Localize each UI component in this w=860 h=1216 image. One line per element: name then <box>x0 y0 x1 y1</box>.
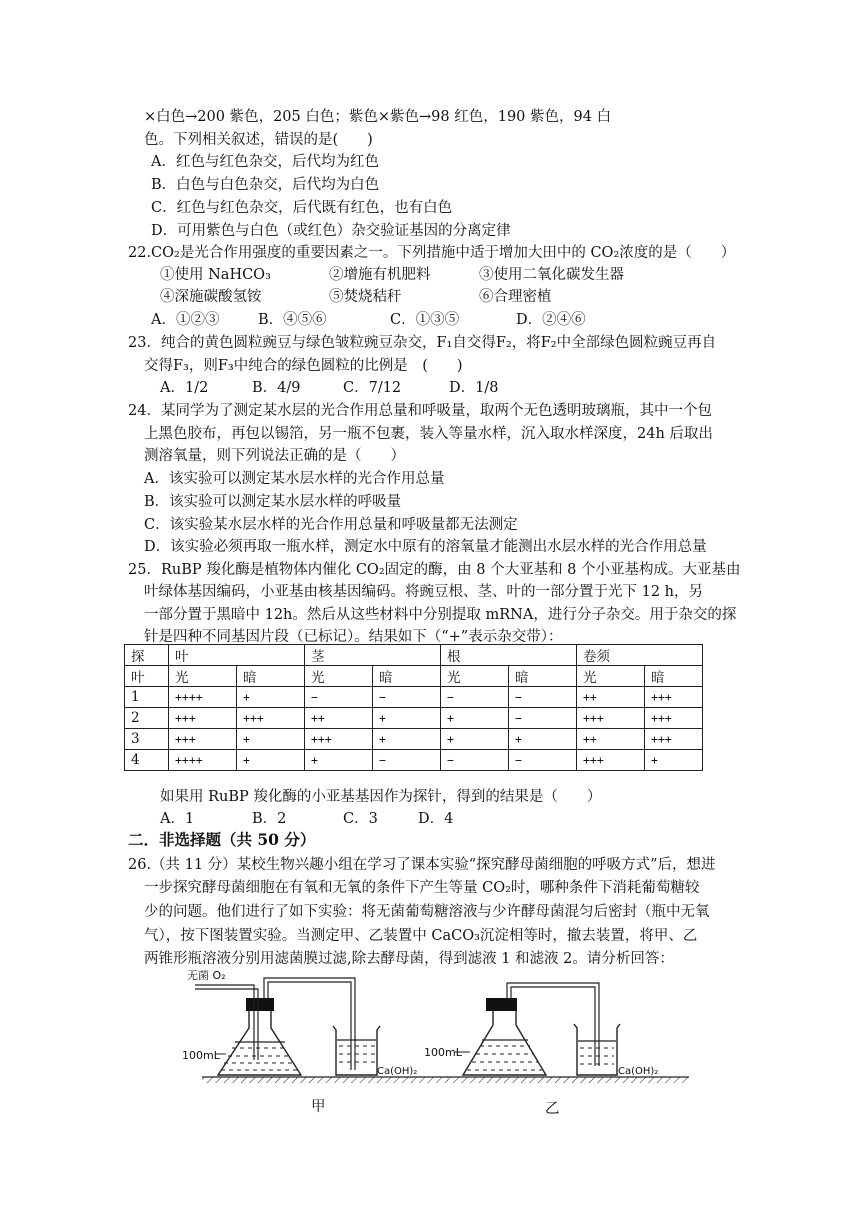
limewater-label-left: Ca(OH)₂ <box>377 1066 418 1077</box>
q25-follow-up: 如果用 RuBP 羧化酶的小亚基基因作为探针，得到的结果是（ ） <box>160 789 602 805</box>
q25-line-4: 针是四种不同基因片段（已标记）。结果如下（“+”表示杂交带）： <box>144 629 563 645</box>
table-header-cell: 暗 <box>645 666 703 687</box>
table-header-cell: 光 <box>441 666 509 687</box>
table-cell: + <box>373 729 441 750</box>
q23-option-a: A．1/2 <box>160 380 209 396</box>
table-cell: − <box>441 750 509 771</box>
q23-option-d: D．1/8 <box>449 380 499 396</box>
table-header-cell: 暗 <box>509 666 577 687</box>
table-cell: ++++ <box>169 750 237 771</box>
table-header-row <box>125 666 703 687</box>
q26-line-2: 一步探究酵母菌细胞在有氧和无氧的条件下产生等量 CO₂时，哪种条件下消耗葡萄糖较 <box>144 880 700 896</box>
table-cell: +++ <box>169 729 237 750</box>
table-header-cell: 光 <box>305 666 373 687</box>
table-cell: +++ <box>169 708 237 729</box>
q21-option-c: C．红色与红色杂交，后代既有红色，也有白色 <box>151 200 453 216</box>
table-header-cell: 叶 <box>169 645 305 666</box>
q25-results-table <box>124 644 703 771</box>
q23-option-c: C．7/12 <box>343 380 402 396</box>
outlet-tube <box>264 978 355 1070</box>
q26-line-3: 少的问题。他们进行了如下实验：将无菌葡萄糖溶液与少许酵母菌混匀后密封（瓶中无氧 <box>144 904 710 920</box>
q21-option-b: B．白色与白色杂交，后代均为白色 <box>151 177 380 193</box>
q22-item-1: ①使用 NaHCO₃ <box>160 267 271 283</box>
limewater-label-right: Ca(OH)₂ <box>618 1066 659 1077</box>
table-header-cell: 暗 <box>237 666 305 687</box>
table-header-cell: 暗 <box>373 666 441 687</box>
table-cell: +++ <box>237 708 305 729</box>
q25-line-1: 25．RuBP 羧化酶是植物体内催化 CO₂固定的酶，由 8 个大亚基和 8 个小亚基构成。大亚基由 <box>128 562 741 578</box>
q25-line-2: 叶绿体基因编码，小亚基由核基因编码。将豌豆根、茎、叶的一部分置于光下 12 h，另 <box>144 584 704 600</box>
q22-option-d: D．②④⑥ <box>516 312 586 328</box>
q25-option-d: D．4 <box>418 811 454 827</box>
q22-option-c: C．①③⑤ <box>390 312 460 328</box>
table-header-cell: 卷须 <box>577 645 703 666</box>
table-cell: − <box>305 687 373 708</box>
table-row <box>125 729 703 750</box>
table-cell: − <box>373 687 441 708</box>
table-cell: + <box>373 708 441 729</box>
q24-option-b: B．该实验可以测定某水层水样的呼吸量 <box>144 494 402 510</box>
section-heading: 二．非选择题（共 50 分） <box>128 830 316 849</box>
q24-option-d: D．该实验必须再取一瓶水样，测定水中原有的溶氧量才能测出水层水样的光合作用总量 <box>144 539 707 555</box>
q24-line-3: 测溶氧量，则下列说法正确的是（ ） <box>144 448 405 464</box>
flask-stopper <box>486 998 517 1011</box>
table-cell: − <box>509 750 577 771</box>
q22-item-4: ④深施碳酸氢铵 <box>160 289 262 305</box>
table-header-cell: 探 <box>125 645 169 666</box>
table-header-cell: 茎 <box>305 645 441 666</box>
table-cell: 4 <box>125 750 169 771</box>
q23-option-b: B．4/9 <box>252 380 301 396</box>
table-cell: +++ <box>645 708 703 729</box>
beaker <box>574 1024 620 1075</box>
q24-option-a: A．该实验可以测定某水层水样的光合作用总量 <box>144 471 445 487</box>
table-row <box>125 687 703 708</box>
q22-item-5: ⑤焚烧秸秆 <box>329 289 402 305</box>
q26-line-4: 气），按下图装置实验。当测定甲、乙装置中 CaCO₃沉淀相等时，撤去装置，将甲、乙 <box>144 928 698 944</box>
q25-line-3: 一部分置于黑暗中 12h。然后从这些材料中分别提取 mRNA，进行分子杂交。用于杂交的探 <box>144 607 737 623</box>
table-cell: + <box>645 750 703 771</box>
table-cell: ++ <box>305 708 373 729</box>
q21-option-d: D．可用紫色与白色（或红色）杂交验证基因的分离定律 <box>151 223 511 239</box>
q24-option-c: C．该实验某水层水样的光合作用总量和呼吸量都无法测定 <box>144 517 518 533</box>
conical-flask <box>463 1010 546 1075</box>
table-cell: − <box>509 687 577 708</box>
flask-stopper <box>246 998 274 1011</box>
q22-stem: 22.CO₂是光合作用强度的重要因素之一。下列措施中适于增加大田中的 CO₂浓度的是（ ） <box>128 245 736 261</box>
flask-liquid <box>467 1046 542 1070</box>
q25-option-c: C．3 <box>343 811 378 827</box>
table-row <box>125 708 703 729</box>
q21-line-1: ×白色→200 紫色，205 白色；紫色×紫色→98 红色，190 紫色，94 白 <box>144 109 612 125</box>
table-cell: ++ <box>577 687 645 708</box>
table-cell: − <box>509 708 577 729</box>
table-cell: + <box>441 729 509 750</box>
beaker <box>333 1026 380 1075</box>
outlet-tube <box>507 983 599 1066</box>
table-cell: + <box>237 687 305 708</box>
beaker-liquid <box>580 1048 614 1064</box>
q25-option-a: A．1 <box>160 811 195 827</box>
table-cell: − <box>373 750 441 771</box>
volume-label-right: 100mL <box>424 1046 462 1059</box>
figure-caption-left: 甲 <box>311 1099 326 1115</box>
table-cell: 2 <box>125 708 169 729</box>
table-cell: +++ <box>577 708 645 729</box>
table-cell: +++ <box>645 687 703 708</box>
table-cell: ++ <box>577 729 645 750</box>
q23-line-1: 23．纯合的黄色圆粒豌豆与绿色皱粒豌豆杂交，F₁自交得F₂，将F₂中全部绿色圆粒豌豆再自 <box>128 335 717 351</box>
q22-item-2: ②增施有机肥料 <box>329 267 431 283</box>
table-header-row <box>125 645 703 666</box>
table-cell: 1 <box>125 687 169 708</box>
beaker-liquid <box>339 1046 375 1062</box>
table-cell: +++ <box>577 750 645 771</box>
q22-option-a: A．①②③ <box>151 312 220 328</box>
figure-caption-right: 乙 <box>545 1101 560 1117</box>
table-cell: + <box>305 750 373 771</box>
table-row <box>125 750 703 771</box>
q26-line-5: 两锥形瓶溶液分别用滤菌膜过滤,除去酵母菌，得到滤液 1 和滤液 2。请分析回答： <box>144 951 674 967</box>
q22-item-3: ③使用二氧化碳发生器 <box>479 267 624 283</box>
q24-line-2: 上黑色胶布，再包以锡箔，另一瓶不包裹，装入等量水样，沉入取水样深度，24h 后取出 <box>144 426 713 442</box>
table-cell: 3 <box>125 729 169 750</box>
table-cell: +++ <box>305 729 373 750</box>
o2-inlet-label: 无菌 O₂ <box>187 969 226 982</box>
volume-label-left: 100mL <box>182 1049 220 1062</box>
table-cell: + <box>237 750 305 771</box>
table-cell: +++ <box>645 729 703 750</box>
table-header-cell: 根 <box>441 645 577 666</box>
q23-line-2: 交得F₃，则F₃中纯合的绿色圆粒的比例是 ( ) <box>144 358 463 374</box>
q21-option-a: A．红色与红色杂交，后代均为红色 <box>151 154 379 170</box>
table-cell: + <box>441 708 509 729</box>
flask-liquid <box>221 1048 299 1070</box>
table-cell: + <box>237 729 305 750</box>
q22-option-b: B．④⑤⑥ <box>258 312 327 328</box>
table-cell: + <box>509 729 577 750</box>
q21-line-2: 色。下列相关叙述，错误的是( ) <box>144 132 373 148</box>
q26-line-1: 26.（共 11 分）某校生物兴趣小组在学习了课本实验“探究酵母菌细胞的呼吸方式”后，想进 <box>128 857 716 873</box>
q25-option-b: B．2 <box>252 811 287 827</box>
table-cell: − <box>441 687 509 708</box>
conical-flask <box>218 1010 301 1075</box>
table-header-cell: 叶 <box>125 666 169 687</box>
table-header-cell: 光 <box>169 666 237 687</box>
q24-line-1: 24．某同学为了测定某水层的光合作用总量和呼吸量，取两个无色透明玻璃瓶，其中一个包 <box>128 403 712 419</box>
table-cell: ++++ <box>169 687 237 708</box>
q22-item-6: ⑥合理密植 <box>479 289 552 305</box>
table-header-cell: 光 <box>577 666 645 687</box>
